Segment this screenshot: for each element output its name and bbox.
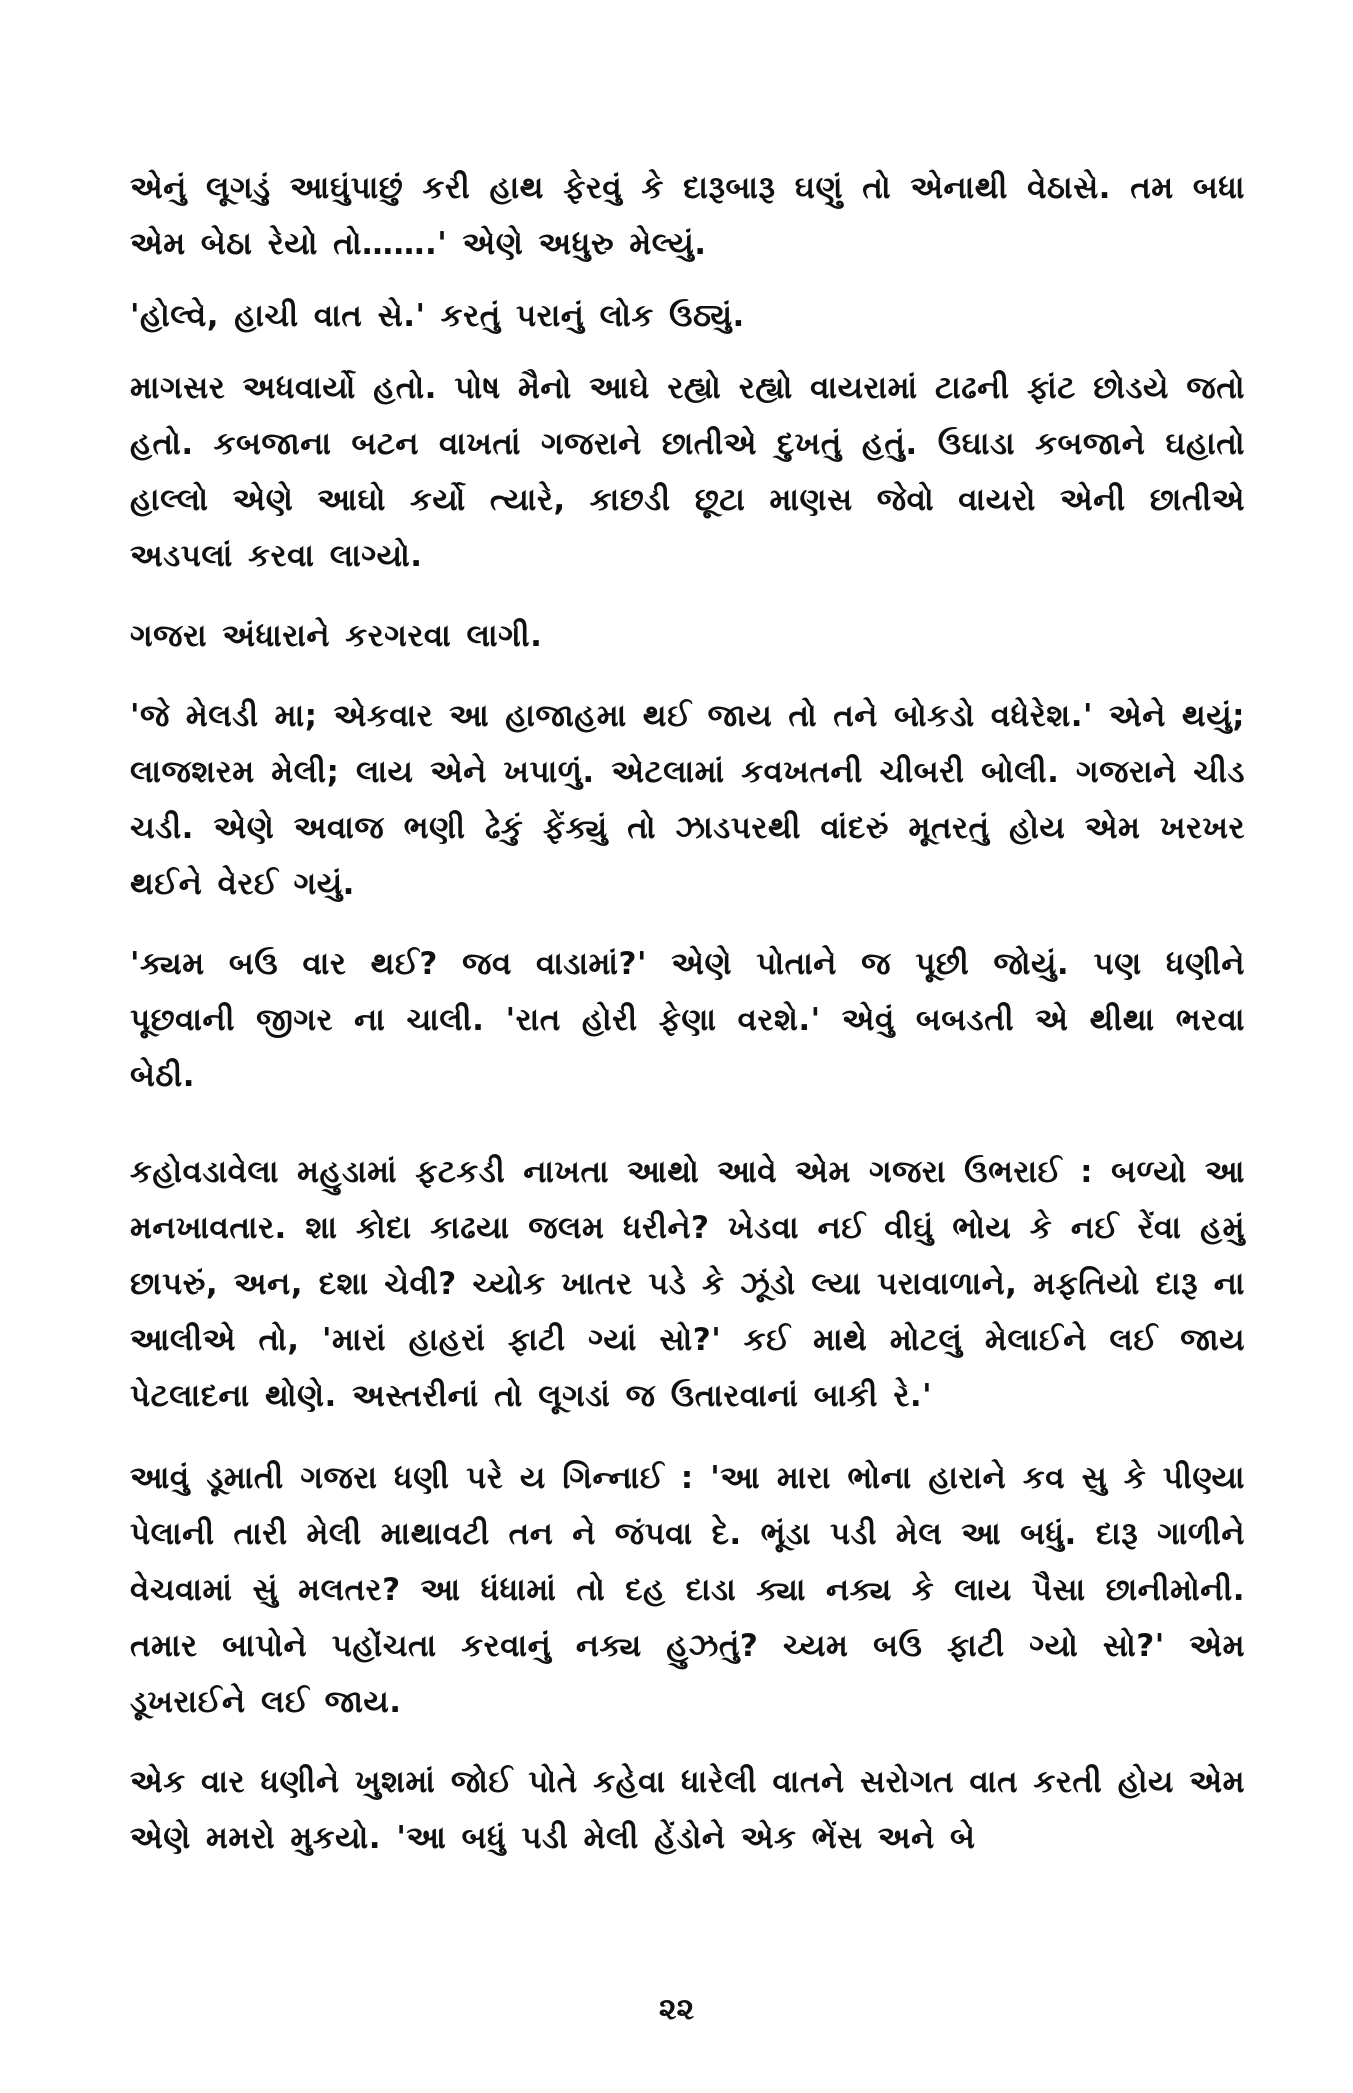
paragraph: 'જે મેલડી મા; એકવાર આ હાજાહમા થઈ જાય તો તને બોકડો વધેરેશ.' એને થયું; લાજશરમ મેલી; લાય એને ખપાળું. એટલામાં કવખતની ચીબરી બોલી. ગજરાને ચીડ ચડી. એણે અવાજ ભણી ઢેકું ફેંક્યું તો ઝાડપરથી વાંદરું મૂતરતું હોય એમ ખરખર થઈને વેરઈ ગયું.: [130, 698, 1245, 902]
paragraph: કહોવડાવેલા મહુડામાં ફટકડી નાખતા આથો આવે એમ ગજરા ઉભરાઈ : બળ્યો આ મનખાવતાર. શા કોદા કાઢયા જલમ ધરીને? ખેડવા નઈ વીઘું ભોય કે નઈ રેંવા હમું છાપરું, અન, દશા ચેવી? ચ્યોક ખાતર પડે કે ઝૂંડો લ્યા પરાવાળાને, મફતિયો દારૂ ના આલીએ તો, 'મારાં હાહરાં ફાટી ગ્યાં સો?' કઈ માથે મોટલું મેલાઈને લઈ જાય પેટલાદના થોણે. અસ્તરીનાં તો લૂગડાં જ ઉતારવાનાં બાકી રે.': [130, 1154, 1245, 1414]
body-text: [130, 160, 1245, 1866]
page-number: ૨૨: [658, 1992, 695, 2027]
paragraph: આવું ડૂમાતી ગજરા ધણી પરે ય ગિન્નાઈ : 'આ મારા ભોના હારાને કવ સુ કે પીણ્યા પેલાની તારી મેલી માથાવટી તન ને જંપવા દે. ભૂંડા પડી મેલ આ બધું. દારૂ ગાળીને વેચવામાં સું મલતર? આ ધંધામાં તો દહ દાડા ક્યા નક્ય કે લાય પૈસા છાનીમોની. તમાર બાપોને પહોંચતા કરવાનું નક્ય હુઝતું? ચ્યમ બઉ ફાટી ગ્યો સો?' એમ ડૂખરાઈને લઈ જાય.: [130, 1460, 1245, 1720]
paragraph: 'હોલ્વે, હાચી વાત સે.' કરતું પરાનું લોક ઉઠ્યું.: [130, 298, 745, 334]
paragraph: માગસર અધવાર્યો હતો. પોષ મૈનો આઘે રહ્યો રહ્યો વાયરામાં ટાઢની ફાંટ છોડયે જતો હતો. કબજાના બટન વાખતાં ગજરાને છાતીએ દુખતું હતું. ઉઘાડા કબજાને ઘહાતો હાલ્લો એણે આઘો કર્યો ત્યારે, કાછડી છૂટા માણસ જેવો વાયરો એની છાતીએ અડપલાં કરવા લાગ્યો.: [130, 370, 1245, 574]
paragraph: એનું લૂગડું આઘુંપાછું કરી હાથ ફેરવું કે દારૂબારૂ ઘણું તો એનાથી વેઠાસે. તમ બધા એમ બેઠા રેયો તો…….' એણે અધુરુ મેલ્યું.: [130, 170, 1245, 262]
paragraph: ગજરા અંધારાને કરગરવા લાગી.: [130, 618, 543, 654]
paragraph: એક વાર ધણીને ખુશમાં જોઈ પોતે કહેવા ધારેલી વાતને સરોગત વાત કરતી હોય એમ એણે મમરો મુકયો. 'આ બધું પડી મેલી હેંડોને એક ભેંસ અને બે: [130, 1764, 1245, 1856]
paragraph: 'ક્યમ બઉ વાર થઈ? જવ વાડામાં?' એણે પોતાને જ પૂછી જોયું. પણ ધણીને પૂછવાની જીગર ના ચાલી. 'રાત હોરી ફેણા વરશે.' એવું બબડતી એ થીથા ભરવા બેઠી.: [130, 946, 1245, 1094]
